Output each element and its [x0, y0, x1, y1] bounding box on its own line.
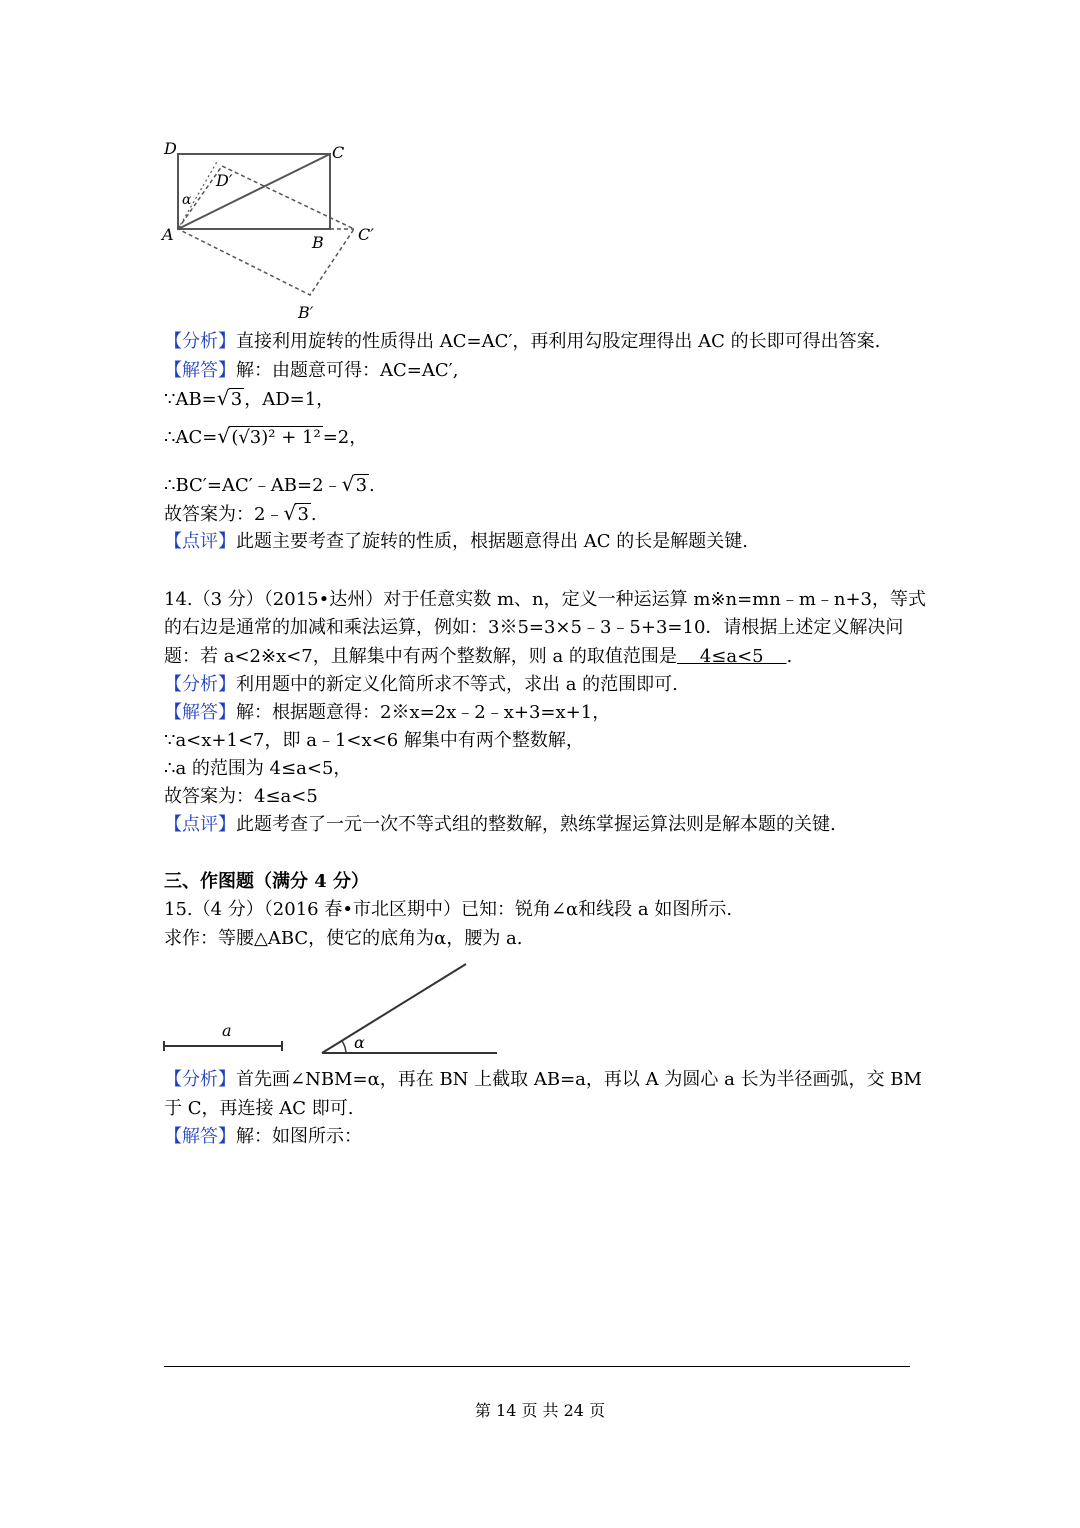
- analysis-tag: 【分析】: [164, 674, 236, 695]
- sqrt-3: √ 3: [283, 503, 310, 527]
- q13-line4: 故答案为：2﹣√ 3 .: [164, 503, 317, 527]
- q15-stem-line1: 15.（4 分）（2016 春•市北区期中）已知：锐角∠α和线段 a 如图所示.: [164, 899, 733, 920]
- q13-analysis: 【分析】直接利用旋转的性质得出 AC=AC′，再利用勾股定理得出 AC 的长即可得出答案.: [164, 331, 881, 352]
- q14-comment: 【点评】此题考查了一元一次不等式组的整数解，熟练掌握运算法则是解本题的关键.: [164, 814, 836, 835]
- analysis-tag: 【分析】: [164, 1069, 236, 1090]
- label-B-prime: B′: [298, 303, 314, 322]
- q14-stem-line1: 14.（3 分）（2015•达州）对于任意实数 m、n，定义一种运运算 m※n=mn﹣m﹣n+3，等式: [164, 589, 927, 610]
- q15-analysis: 【分析】首先画∠NBM=α，再在 BN 上截取 AB=a，再以 A 为圆心 a 长为半径画弧，交 BM: [164, 1069, 922, 1090]
- q14-line2: ∴a 的范围为 4≤a<5，: [164, 758, 352, 779]
- answer-blank: 4≤a<5: [676, 646, 787, 667]
- segment-angle-figure: [160, 958, 510, 1058]
- label-C-prime: C′: [358, 225, 374, 244]
- answer-tag: 【解答】: [164, 702, 236, 723]
- q15-answer: 【解答】解：如图所示：: [164, 1126, 362, 1147]
- q14-line1: ∵a<x+1<7，即 a﹣1<x<6 解集中有两个整数解，: [164, 730, 584, 751]
- footer-divider: [164, 1366, 910, 1367]
- q13-answer: 【解答】解：由题意可得：AC=AC′,: [164, 360, 459, 381]
- section-title: 三、作图题（满分 4 分）: [164, 871, 370, 892]
- analysis-tag: 【分析】: [164, 331, 236, 352]
- q14-line3: 故答案为：4≤a<5: [164, 786, 318, 807]
- q14-stem-line3: 题：若 a<2※x<7，且解集中有两个整数解，则 a 的取值范围是 4≤a<5 .: [164, 646, 793, 667]
- label-D-prime: D′: [216, 171, 233, 190]
- q13-comment: 【点评】此题主要考查了旋转的性质，根据题意得出 AC 的长是解题关键.: [164, 531, 748, 552]
- q15-stem-line2: 求作：等腰△ABC，使它的底角为α，腰为 a.: [164, 928, 523, 949]
- q13-line1: ∵AB=√ 3 ，AD=1，: [164, 388, 334, 412]
- q13-line3: ∴BC′=AC′﹣AB=2﹣√ 3 .: [164, 474, 375, 498]
- answer-tag: 【解答】: [164, 360, 236, 381]
- label-A: A: [162, 225, 174, 244]
- sqrt-3: √ 3: [342, 474, 369, 498]
- sqrt-expression: √ (√3)² + 1²: [217, 426, 322, 450]
- q14-answer: 【解答】解：根据题意得：2※x=2x﹣2﹣x+3=x+1，: [164, 702, 611, 723]
- q14-analysis: 【分析】利用题中的新定义化简所求不等式，求出 a 的范围即可.: [164, 674, 678, 695]
- rotation-figure: [160, 140, 390, 325]
- label-D: D: [164, 140, 177, 158]
- q15-analysis-line2: 于 C，再连接 AC 即可.: [164, 1098, 354, 1119]
- page-number: 第 14 页 共 24 页: [474, 1401, 606, 1420]
- comment-tag: 【点评】: [164, 814, 236, 835]
- q14-stem-line2: 的右边是通常的加减和乘法运算，例如：3※5=3×5﹣3﹣5+3=10．请根据上述定义解决问: [164, 617, 904, 638]
- comment-tag: 【点评】: [164, 531, 236, 552]
- sqrt-3: √ 3: [217, 388, 244, 412]
- q13-line2: ∴AC=√ (√3)² + 1² =2，: [164, 426, 367, 450]
- label-alpha: α: [182, 192, 192, 208]
- answer-tag: 【解答】: [164, 1126, 236, 1147]
- label-alpha: α: [354, 1033, 365, 1052]
- label-a: a: [222, 1021, 232, 1040]
- label-C: C: [332, 143, 345, 162]
- label-B: B: [312, 233, 324, 252]
